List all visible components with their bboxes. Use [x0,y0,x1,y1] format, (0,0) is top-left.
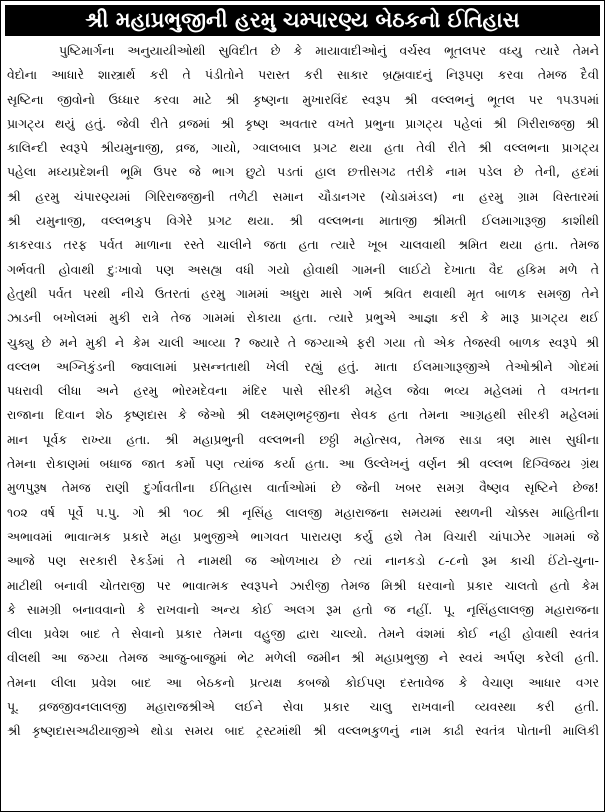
body-line: માટીથી બનાવી ચોતરાજી પર ભાવાત્મક સ્વરૂપને ઝારીજી તેમજ મિશ્રી ધરવાનો પ્રકાર ચાલતો હતો કેમ [7,577,599,593]
body-line: ચુક્યુ છે મને મુકી ને કેમ ચાલી આવ્યા ? જ્યારે તે જગ્યાએ ફરી ગયા તો એક તેજસ્વી બાળક સ્વરૂપે શ્રી [7,334,599,350]
body-line: વેદોના આધારે શાસ્ત્રાર્થ કરી તે પંડીતોને પરાસ્ત કરી સાકાર બ્રહ્મવાદનું નિરૂપણ કરવા તેમજ દૈવી [7,67,599,83]
body-line: પધરાવી લીધા અને હરમુ ભોરમદેવના મંદિર પાસે સીરકી મહેલ જેવા ભવ્ય મહેલમાં તે વખતના [7,383,599,399]
body-line: કે સામગ્રી બનાવવાનો કે રાખવાનો અન્ય કોઈ અલગ રૂમ હતો જ નહીં. પૂ. નૃસિંહલાલજી મહારાજના [7,601,599,617]
body-line: શ્રી યમુનાજી, વલ્લભકુપ વિગેરે પ્રગટ થયા. શ્રી વલ્લભના માતાજી શ્રીમતી ઈલમાગારૂજી કાશીથી [7,213,599,229]
body-line: પુષ્ટિમાર્ગના અનુયાયીઓથી સુવિદીત છે કે માયાવાદીઓનું વર્ચસ્વ ભૂતલપર વધ્યુ ત્યારે તેમને [59,43,599,58]
body-line: પૂ. વ્રજજીવનલાલજી મહારાજશ્રીએ લઈને સેવા પ્રકાર ચાલુ રાખવાની વ્યવસ્થા કરી હતી. [7,699,599,715]
body-line: આજે પણ સરકારી રેકર્ડમાં તે નામથી જ ઓળખાય છે ત્યાં નાનકડો ૮-૮નો રૂમ કાચી ઈંટો-ચુના- [7,553,599,569]
body-line: લીલા પ્રવેશ બાદ તે સેવાનો પ્રકાર તેમના વહુજી દ્વારા ચાલ્યો. તેમને વંશમાં કોઈ નહી હોવાથી સ્વતંત્ર [7,626,599,642]
body-line: પ્રાગટ્ય થયું હતું. જેવી રીતે વ્રજમાં શ્રી કૃષ્ણ અવતાર વખતે પ્રભુના પ્રાગટ્ય પહેલાં શ્રી ગિરીરાજજી શ્રી [7,115,599,131]
body-line: તેમના રોકાણમાં બધાજ જાત કર્મો પણ ત્યાંજ કર્યા હતા. આ ઉલ્લેખનું વર્ણન શ્રી વલ્લભ દિગ્વિજય ગ્રંથ [7,456,599,472]
body-line: સૃષ્ટિના જીવોનો ઉધ્ધાર કરવા માટે શ્રી કૃષ્ણના મુખારવિંદ સ્વરૂપ શ્રી વલ્લભનું ભૂતલ પર ૧૫૩૫માં [7,91,599,107]
history-body [7,39,599,744]
body-line: અભાવમાં ભાવાત્મક પ્રકારે મહા પ્રભુજીએ ભાગવત પારાયણ કર્યુ હશે તેમ વિચારી ચાંપાઝેર ગામમાં જે [7,528,599,544]
body-line: શ્રી કૃષ્ણદાસઅઢીયાજીએ થોડા સમય બાદ ટ્રસ્ટમાંથી શ્રી વલ્લભકુળનું નામ કાઢી સ્વતંત્ર પોતાની માલિકી [7,723,599,739]
body-line: હેતુથી પર્વત પરથી નીચે ઉતરતાં હરમુ ગામમાં અધુરા માસે ગર્ભ શ્રવિત થવાથી મૃત બાળક સમજી તેને [7,285,599,301]
body-line: વલ્લભ અગ્નિકુંડની જ્વાલામાં પ્રસન્નતાથી ખેલી રહ્યું હતું. માતા ઈલમાગારૂજીએ તેઓશ્રીને ગોદમાં [7,358,599,374]
body-line: ઝાડની બખોલમાં મુકી રાત્રે તેજ ગામમાં રોકાયા હતા. ત્યારે પ્રભુએ આજ્ઞા કરી કે મારૂ પ્રાગટ્ય થઈ [7,310,599,326]
body-line: તેમના લીલા પ્રવેશ બાદ આ બેઠકનો પ્રત્યક્ષ કબજો કોઈપણ દસ્તાવેજ કે વેચાણ આધાર વગર [7,674,599,690]
page-title: શ્રી મહાપ્રભુજીની હરમુ ચમ્પારણ્ય બેઠકનો ઈતિહાસ [5,5,600,36]
body-line: કાલિન્દી સ્વરૂપે શ્રીયમુનાજી, વ્રજ, ગાયો, ગ્વાલબાલ પ્રગટ થયા હતા તેવી રીતે શ્રી વલ્લભના પ્રાગટ્ય [7,140,599,156]
body-line: ૧૦૨ વર્ષ પૂર્વે પ.પુ. ગો શ્રી ૧૦૮ શ્રી નૃસિંહ લાલજી મહારાજના સમયમાં સ્થળની ચોક્કસ માહિતીના [7,504,599,520]
body-line: શ્રી હરમુ ચંપારણ્યમાં ગિરિરાજજીની તળેટી સમાન ચૌડાનગર (ચોડામંડલ) ના હરમુ ગ્રામ વિસ્તારમાં [7,188,599,204]
body-line: મુળપુરૂષ તેમજ રાણી દુર્ગાવતીના ઈતિહાસ વાર્તાઓમાં છે જેની ખબર સમગ્ર વૈષ્ણવ સૃષ્ટિને છેજ! [7,480,599,496]
body-line: માન પૂર્વક રાખ્યા હતા. શ્રી મહાપ્રભુની વલ્લભની છઠ્ઠી મહોત્સવ, તેમજ સાડા ત્રણ માસ સુધીના [7,431,599,447]
body-line: વીલથી આ જગ્યા તેમજ આજુ-બાજુમાં ભેટ મળેલી જમીન શ્રી મહાપ્રભુજી ને સ્વયં અર્પણ કરેલી હતી. [7,650,599,666]
body-line: કાકરવાડ તરફ પર્વત માળાના રસ્તે ચાલીને જતા હતા ત્યારે ખૂબ ચાલવાથી શ્રમિત થયા હતા. તેમજ [7,237,599,253]
body-line: ગર્ભવતી હોવાથી દુઃખાવો પણ અસહ્ય વધી ગયો હોવાથી ગામની લાઈટો દેખાતા વૈદ હકિમ મળે તે [7,261,599,277]
body-line: રાજાના દિવાન શેઠ કૃષ્ણદાસ કે જેઓ શ્રી લક્ષ્મણભટ્ટજીના સેવક હતા તેમના આગ્રહથી સીરકી મહેલમાં [7,407,599,423]
body-line: પહેલા મધ્યપ્રદેશની ભૂમિ ઉપર જે ભાગ છુટો પડતાં હાલ છત્તીસગઢ તરીકે નામ પડેલ છે તેની, હદમાં [7,164,599,180]
